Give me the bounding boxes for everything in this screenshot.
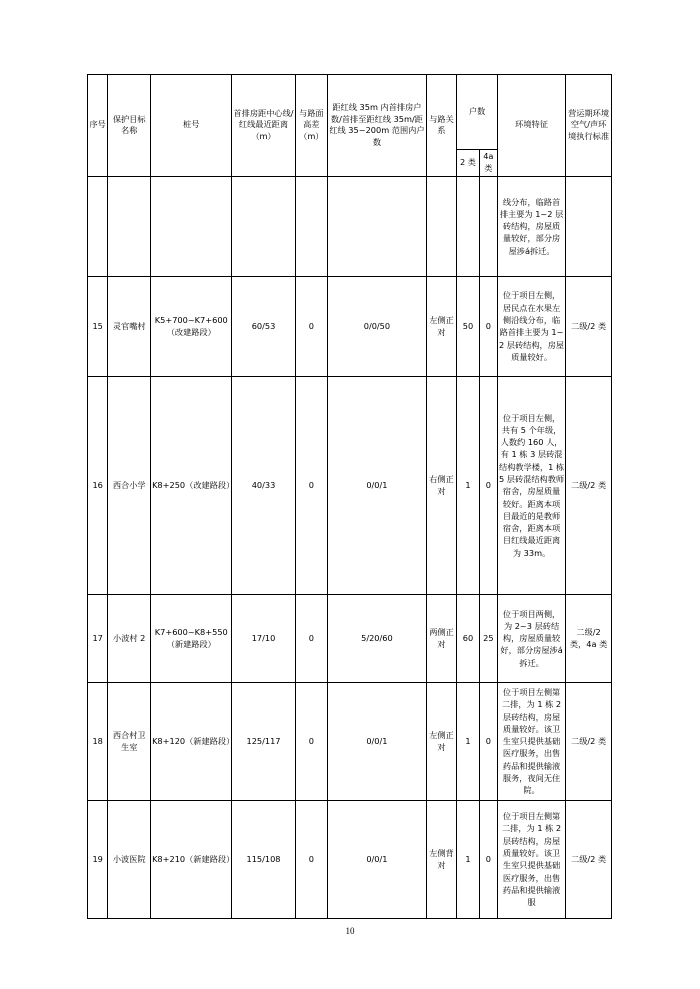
header-features: 环境特征 bbox=[497, 75, 565, 177]
cell-features: 位于项目两侧，为 2~3 层砖结构，房屋质量较好，部分房屋涉á拆迁。 bbox=[497, 594, 565, 682]
cell-household-class4a: 0 bbox=[479, 376, 497, 594]
cell-elevation bbox=[295, 176, 328, 276]
cell-household-class4a: 0 bbox=[479, 682, 497, 800]
cell-seq: 15 bbox=[88, 276, 108, 376]
cell-name: 小波医院 bbox=[108, 800, 151, 918]
table-row bbox=[88, 594, 612, 682]
table-header-row bbox=[88, 75, 612, 150]
cell-name: 灵官嘴村 bbox=[108, 276, 151, 376]
cell-standard bbox=[566, 176, 612, 276]
cell-stake: K8+250（改建路段） bbox=[151, 376, 232, 594]
cell-name: 小波村 2 bbox=[108, 594, 151, 682]
cell-household-class2 bbox=[457, 176, 479, 276]
header-standard: 营运期环境空气/声环境执行标准 bbox=[566, 75, 612, 177]
cell-household-detail: 0/0/1 bbox=[328, 800, 427, 918]
cell-stake: K5+700~K7+600（改建路段） bbox=[151, 276, 232, 376]
cell-household-class4a: 0 bbox=[479, 276, 497, 376]
cell-seq: 18 bbox=[88, 682, 108, 800]
cell-relation: 右侧正对 bbox=[426, 376, 457, 594]
protection-targets-table-wrap bbox=[87, 74, 612, 919]
cell-relation: 两侧正对 bbox=[426, 594, 457, 682]
page-number: 10 bbox=[345, 926, 355, 936]
cell-household-class4a: 0 bbox=[479, 800, 497, 918]
cell-name bbox=[108, 176, 151, 276]
cell-household-detail bbox=[328, 176, 427, 276]
cell-household-detail: 0/0/1 bbox=[328, 682, 427, 800]
cell-features: 线分布，临路首排主要为 1~2 层砖结构，房屋质量较好，部分房屋涉á拆迁。 bbox=[497, 176, 565, 276]
cell-stake: K7+600~K8+550（新建路段） bbox=[151, 594, 232, 682]
cell-distance bbox=[232, 176, 295, 276]
cell-household-class2: 50 bbox=[457, 276, 479, 376]
header-households: 户数 bbox=[457, 75, 498, 150]
cell-distance: 60/53 bbox=[232, 276, 295, 376]
header-stake: 桩号 bbox=[151, 75, 232, 177]
cell-stake: K8+120（新建路段） bbox=[151, 682, 232, 800]
cell-household-class4a: 25 bbox=[479, 594, 497, 682]
cell-relation bbox=[426, 176, 457, 276]
cell-household-class2: 60 bbox=[457, 594, 479, 682]
cell-features: 位于项目左侧，共有 5 个年级，人数约 160 人，有 1 栋 3 层砖混结构教学楼，1 栋 5 层砖混结构教师宿舍，房屋质量较好。距离本项目最近的是教师宿舍，距离本项目红线最近距离为 33m。 bbox=[497, 376, 565, 594]
cell-household-detail: 0/0/50 bbox=[328, 276, 427, 376]
protection-targets-table bbox=[87, 74, 612, 919]
table-row bbox=[88, 276, 612, 376]
header-household-class4a: 4a 类 bbox=[479, 150, 497, 177]
header-distance: 首排房距中心线/红线最近距离（m） bbox=[232, 75, 295, 177]
cell-features: 位于项目左侧，居民点在水果左侧沿线分布，临路首排主要为 1~2 层砖结构，房屋质量较好。 bbox=[497, 276, 565, 376]
cell-seq bbox=[88, 176, 108, 276]
cell-elevation: 0 bbox=[295, 376, 328, 594]
cell-elevation: 0 bbox=[295, 682, 328, 800]
cell-household-class2: 1 bbox=[457, 376, 479, 594]
cell-household-class4a bbox=[479, 176, 497, 276]
cell-stake bbox=[151, 176, 232, 276]
header-seq: 序号 bbox=[88, 75, 108, 177]
cell-stake: K8+210（新建路段） bbox=[151, 800, 232, 918]
cell-distance: 125/117 bbox=[232, 682, 295, 800]
cell-standard: 二级/2 类，4a 类 bbox=[566, 594, 612, 682]
cell-features: 位于项目左侧第二排，为 1 栋 2 层砖结构，房屋质量较好。该卫生室只提供基础医疗服务，出售药品和提供输液服务，夜间无住院。 bbox=[497, 682, 565, 800]
table-row bbox=[88, 376, 612, 594]
cell-seq: 17 bbox=[88, 594, 108, 682]
cell-relation: 左侧背对 bbox=[426, 800, 457, 918]
cell-name: 西合小学 bbox=[108, 376, 151, 594]
table-row bbox=[88, 800, 612, 918]
cell-household-class2: 1 bbox=[457, 800, 479, 918]
header-relation: 与路关系 bbox=[426, 75, 457, 177]
header-household-class2: 2 类 bbox=[457, 150, 479, 177]
cell-relation: 左侧正对 bbox=[426, 276, 457, 376]
cell-standard: 二级/2 类 bbox=[566, 376, 612, 594]
cell-standard: 二级/2 类 bbox=[566, 276, 612, 376]
cell-elevation: 0 bbox=[295, 594, 328, 682]
cell-standard: 二级/2 类 bbox=[566, 800, 612, 918]
cell-relation: 左侧正对 bbox=[426, 682, 457, 800]
cell-features: 位于项目左侧第二排，为 1 栋 2 层砖结构，房屋质量较好。该卫生室只提供基础医疗服务，出售药品和提供输液服 bbox=[497, 800, 565, 918]
header-elevation: 与路面高差（m） bbox=[295, 75, 328, 177]
cell-household-detail: 5/20/60 bbox=[328, 594, 427, 682]
cell-household-class2: 1 bbox=[457, 682, 479, 800]
table-row bbox=[88, 682, 612, 800]
cell-distance: 40/33 bbox=[232, 376, 295, 594]
cell-seq: 16 bbox=[88, 376, 108, 594]
table-row bbox=[88, 176, 612, 276]
cell-name: 西合村卫生室 bbox=[108, 682, 151, 800]
header-name: 保护目标名称 bbox=[108, 75, 151, 177]
cell-elevation: 0 bbox=[295, 276, 328, 376]
cell-standard: 二级/2 类 bbox=[566, 682, 612, 800]
cell-elevation: 0 bbox=[295, 800, 328, 918]
cell-seq: 19 bbox=[88, 800, 108, 918]
cell-distance: 17/10 bbox=[232, 594, 295, 682]
header-household-detail: 距红线 35m 内首排房户数/首排至距红线 35m/距红线 35~200m 范围内户数 bbox=[328, 75, 427, 177]
cell-household-detail: 0/0/1 bbox=[328, 376, 427, 594]
cell-distance: 115/108 bbox=[232, 800, 295, 918]
